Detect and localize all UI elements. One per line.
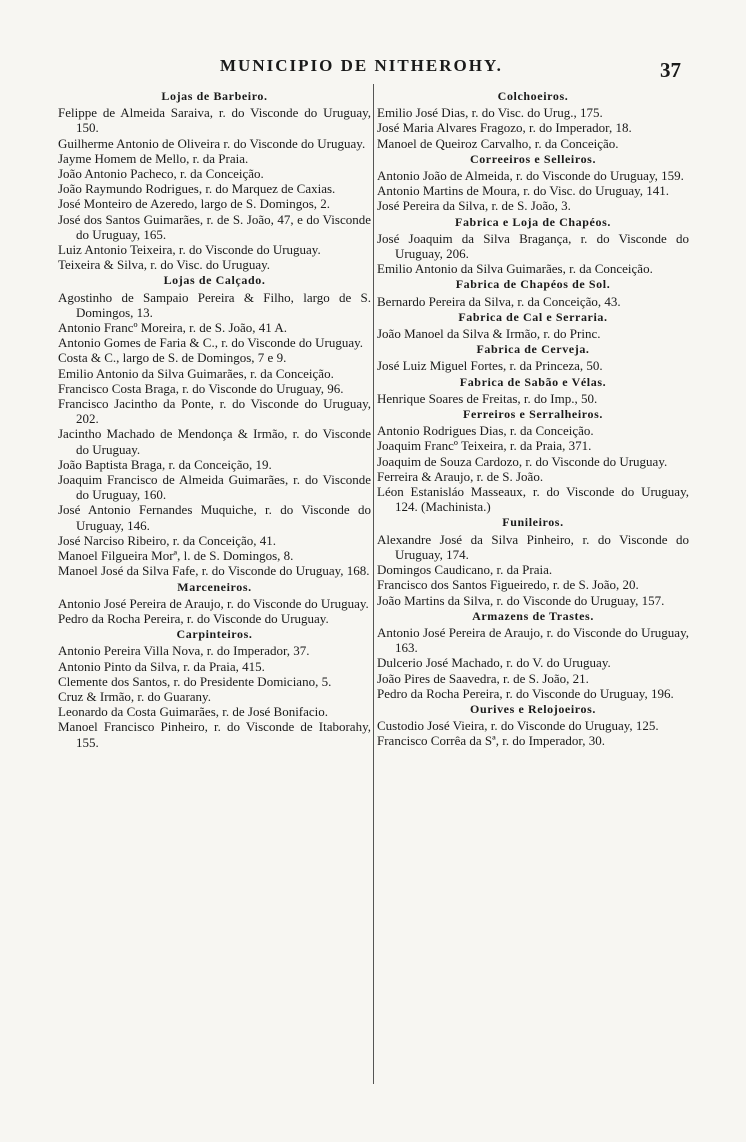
section-title: Fabrica e Loja de Chapéos. [455,214,611,229]
directory-entry: Manoel de Queiroz Carvalho, r. da Conceição. [377,135,619,151]
section-title: Lojas de Barbeiro. [161,89,268,103]
directory-entry: Joaquim Francisco de Almeida Guimarães, r. do Visconde do Uruguay, 160. [58,472,371,503]
directory-entry: Antonio Gomes de Faria & C., r. do Visconde do Uruguay. [58,335,364,351]
directory-entry: Domingos Caudicano, r. da Praia. [377,562,553,578]
directory-entry: João Raymundo Rodrigues, r. do Marquez de Caxias. [58,181,336,197]
directory-entry: João Pires de Saavedra, r. de S. João, 21. [377,670,589,686]
directory-entry: José Luiz Miguel Fortes, r. da Princeza, 50. [377,358,603,374]
directory-entry: Luiz Antonio Teixeira, r. do Visconde do Uruguay. [58,242,321,258]
directory-entry: Antonio Rodrigues Dias, r. da Conceição. [377,423,594,439]
directory-entry: Pedro da Rocha Pereira, r. do Visconde do Uruguay, 196. [377,685,674,701]
directory-entry: Antonio Pinto da Silva, r. da Praia, 415. [58,658,265,674]
directory-entry: Costa & C., largo de S. de Domingos, 7 e 9. [58,350,287,366]
left-column [58,88,371,750]
section-title: Fabrica de Sabão e Vélas. [459,374,607,389]
directory-entry: Jacintho Machado de Mendonça & Irmão, r. do Visconde do Uruguay. [58,426,371,457]
directory-entry: Felippe de Almeida Saraiva, r. do Visconde do Uruguay, 150. [58,105,371,136]
directory-entry: Francisco Corrêa da Sª, r. do Imperador, 30. [377,733,605,749]
directory-entry: José Monteiro de Azeredo, largo de S. Domingos, 2. [58,196,330,212]
directory-entry: José Narciso Ribeiro, r. da Conceição, 41. [58,532,277,548]
directory-entry: Alexandre José da Silva Pinheiro, r. do Visconde do Uruguay, 174. [377,531,689,562]
directory-entry: Henrique Soares de Freitas, r. do Imp., 50. [377,390,598,406]
directory-entry: José Antonio Fernandes Muquiche, r. do Visconde do Uruguay, 146. [58,502,371,533]
directory-entry: Léon Estanisláo Masseaux, r. do Visconde do Uruguay, 124. (Machinista.) [377,484,689,515]
directory-entry: Francisco dos Santos Figueiredo, r. de S. João, 20. [377,577,639,593]
directory-entry: Teixeira & Silva, r. do Visc. do Uruguay. [58,257,271,273]
directory-entry: Francisco Costa Braga, r. do Visconde do Uruguay, 96. [58,380,344,396]
directory-entry: João Antonio Pacheco, r. da Conceição. [58,166,264,182]
directory-entry: Emilio Antonio da Silva Guimarães, r. da Conceição. [58,365,334,381]
directory-entry: Ferreira & Araujo, r. de S. João. [377,468,544,484]
section-title: Fabrica de Chapéos de Sol. [455,277,611,292]
directory-entry: João Baptista Braga, r. da Conceição, 19. [58,456,272,472]
directory-entry: João Martins da Silva, r. do Visconde do Uruguay, 157. [377,592,665,608]
directory-entry: Francisco Jacintho da Ponte, r. do Visconde do Uruguay, 202. [58,396,371,427]
section-title: Fabrica de Cerveja. [476,342,590,357]
directory-entry: Antonio Pereira Villa Nova, r. do Imperador, 37. [58,643,310,659]
directory-entry: Dulcerio José Machado, r. do V. do Uruguay. [377,655,611,671]
directory-entry: Antonio João de Almeida, r. do Visconde do Uruguay, 159. [377,168,684,184]
page-title: MUNICIPIO DE NITHEROHY. [220,56,503,75]
section-title: Funileiros. [502,515,564,530]
directory-entry: Leonardo da Costa Guimarães, r. de José Bonifacio. [58,704,329,720]
directory-entry: Manoel José da Silva Fafe, r. do Visconde do Uruguay, 168. [58,563,370,579]
directory-entry: Manoel Francisco Pinheiro, r. do Visconde de Itaborahy, 155. [58,719,371,750]
directory-entry: João Manoel da Silva & Irmão, r. do Princ. [377,326,601,342]
directory-entry: Pedro da Rocha Pereira, r. do Visconde do Uruguay. [58,610,329,626]
directory-entry: Custodio José Vieira, r. do Visconde do Uruguay, 125. [377,718,659,734]
section-title: Carpinteiros. [176,627,253,642]
directory-entry: Agostinho de Sampaio Pereira & Filho, largo de S. Domingos, 13. [58,289,371,320]
directory-entry: Bernardo Pereira da Silva, r. da Conceição, 43. [377,293,621,309]
section-title: Marceneiros. [177,579,252,594]
section-title: Colchoeiros. [497,89,569,103]
directory-entry: Manoel Filgueira Morª, l. de S. Domingos, 8. [58,548,294,564]
directory-entry: Cruz & Irmão, r. do Guarany. [58,688,211,704]
directory-entry: Jayme Homem de Mello, r. da Praia. [58,150,249,166]
directory-entry: José Joaquim da Silva Bragança, r. do Visconde do Uruguay, 206. [377,230,689,262]
directory-entry: Emilio José Dias, r. do Visc. do Urug., 175. [377,105,603,121]
directory-entry: José dos Santos Guimarães, r. de S. João, 47, e do Visconde do Uruguay, 165. [58,211,371,242]
directory-entry: Joaquim Francº Teixeira, r. da Praia, 371. [377,438,592,454]
directory-entry: Joaquim de Souza Cardozo, r. do Visconde do Uruguay. [377,453,668,469]
page-header [0,56,746,84]
section-title: Lojas de Calçado. [163,273,266,288]
page-number: 37 [660,58,681,82]
directory-entry: Guilherme Antonio de Oliveira r. do Visconde do Uruguay. [58,135,366,151]
section-title: Armazens de Trastes. [472,608,594,623]
section-title: Correeiros e Selleiros. [469,151,597,166]
directory-entry: Antonio Martins de Moura, r. do Visc. do Uruguay, 141. [377,183,670,199]
directory-entry: José Pereira da Silva, r. de S. João, 3. [377,198,571,214]
directory-entry: Antonio José Pereira de Araujo, r. do Visconde do Uruguay, 163. [377,624,689,656]
directory-entry: Emilio Antonio da Silva Guimarães, r. da Conceição. [377,261,653,277]
directory-entry: Clemente dos Santos, r. do Presidente Domiciano, 5. [58,673,332,689]
section-title: Ferreiros e Serralheiros. [463,407,603,422]
right-column [377,88,689,749]
directory-entry: José Maria Alvares Fragozo, r. do Imperador, 18. [377,120,632,136]
section-title: Fabrica de Cal e Serraria. [458,309,608,324]
column-divider [373,84,374,1084]
directory-entry: Antonio Francº Moreira, r. de S. João, 41 A. [58,320,287,336]
section-title: Ourives e Relojoeiros. [470,701,596,716]
directory-entry: Antonio José Pereira de Araujo, r. do Visconde do Uruguay. [58,595,369,611]
